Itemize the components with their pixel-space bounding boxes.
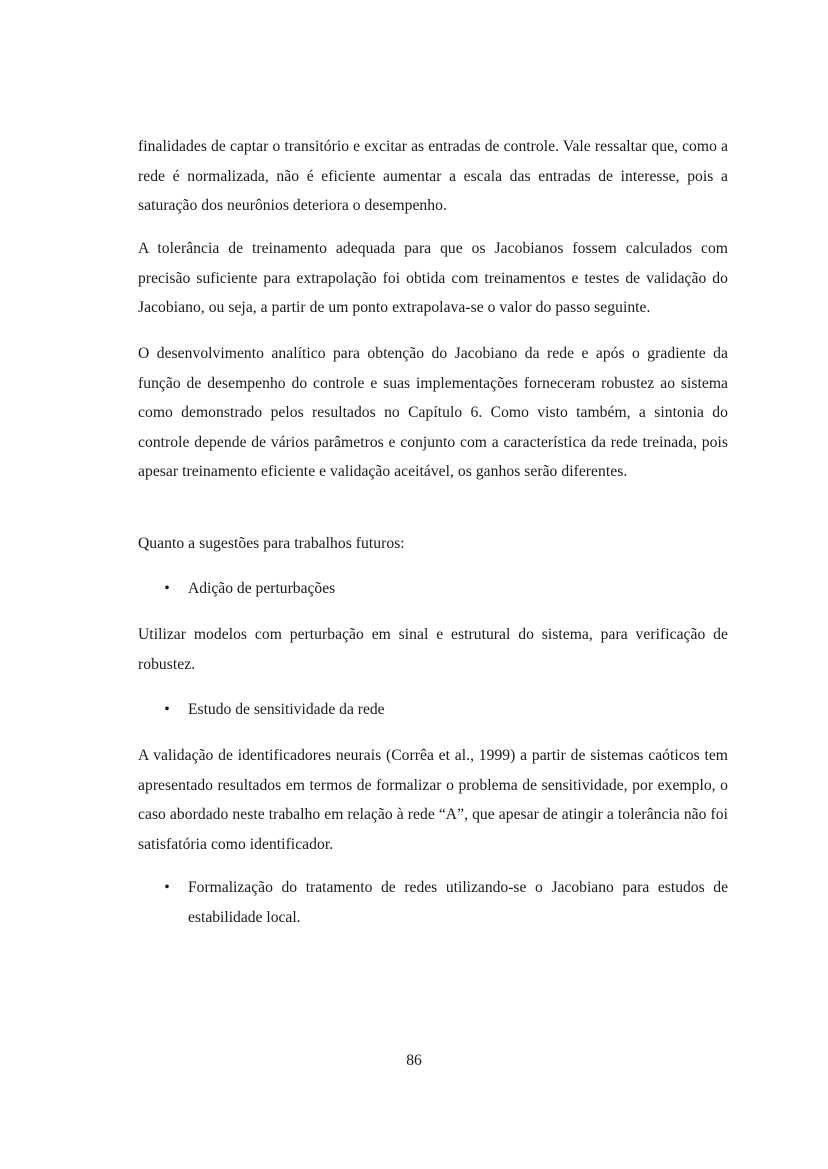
paragraph-jacobian-development: O desenvolvimento analítico para obtenção do Jacobiano da rede e após o gradiente da função de desempenho do controle e suas implementações forneceram robustez ao sistema como demonstrado pelos resultados no Capítulo 6. Como visto também, a sintonia do controle depende de vários parâmetros e conjunto com a característica da rede treinada, pois apesar treinamento eficiente e validação aceitável, os ganhos serão diferentes.	[138, 345, 728, 480]
bullet-text: Formalização do tratamento de redes utilizando-se o Jacobiano para estudos de estabilidade local.	[188, 879, 728, 926]
bullet-icon: •	[164, 580, 170, 597]
bullet-text: Estudo de sensitividade da rede	[188, 701, 385, 718]
bullet-text: Adição de perturbações	[188, 580, 336, 597]
paragraph-neural-identifiers: A validação de identificadores neurais (Corrêa et al., 1999) a partir de sistemas caóticos tem apresentado resultados em termos de formalizar o problema de sensitividade, por exemplo, o caso abordado neste trabalho em relação à rede “A”, que apesar de atingir a tolerância não foi satisfatória como identificador.	[138, 747, 728, 853]
bullet-icon: •	[164, 701, 170, 718]
paragraph-future-work-intro: Quanto a sugestões para trabalhos futuros:	[138, 535, 405, 552]
bullet-icon: •	[164, 879, 170, 896]
paragraph-input-scaling: finalidades de captar o transitório e excitar as entradas de controle. Vale ressaltar que, como a rede é normalizada, não é eficiente aumentar a escala das entradas de interesse, pois a saturação dos neurônios deteriora o desempenho.	[138, 138, 728, 214]
paragraph-perturbation-models: Utilizar modelos com perturbação em sinal e estrutural do sistema, para verificação de robustez.	[138, 626, 728, 673]
page-number: 86	[406, 1052, 422, 1069]
paragraph-training-tolerance: A tolerância de treinamento adequada para que os Jacobianos fossem calculados com precisão suficiente para extrapolação foi obtida com treinamentos e testes de validação do Jacobiano, ou seja, a partir de um ponto extrapolava-se o valor do passo seguinte.	[138, 240, 728, 316]
